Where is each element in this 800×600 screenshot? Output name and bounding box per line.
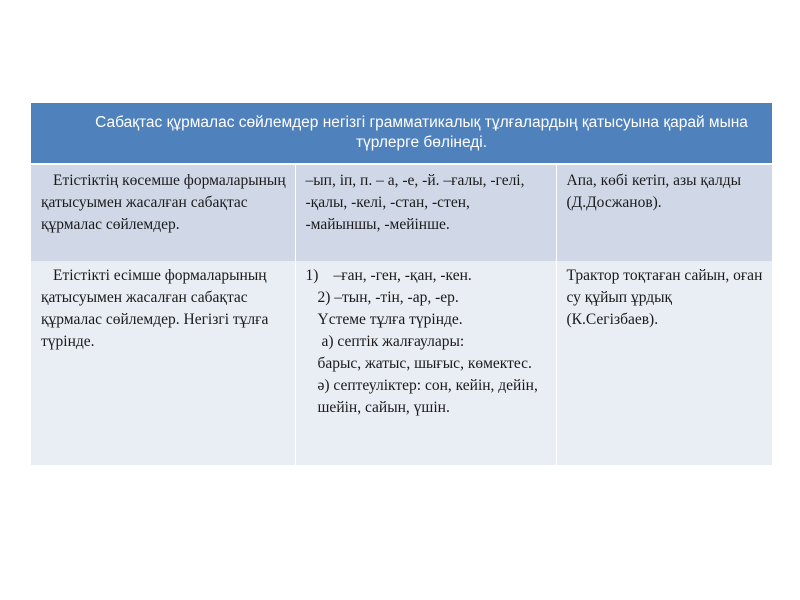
row2-forms-cell — [295, 261, 556, 465]
forms-item-2: 2) –тын, -тін, -ар, -ер. — [317, 289, 459, 306]
forms-line-3: Үстеме тұлға түрінде. — [317, 311, 463, 328]
grammar-table — [31, 103, 772, 465]
table-header-row — [31, 103, 772, 164]
row1-type-cell: Етістіктің көсемше формаларының қатысуымен жасалған сабақтас құрмалас сөйлемдер. — [31, 164, 295, 261]
forms-sub-a: а) септік жалғаулары: — [321, 333, 465, 350]
forms-item-1-number: 1) — [305, 267, 319, 284]
forms-sub-a-list: барыс, жатыс, шығыс, көмектес. ә) септеуліктер: сон, кейін, дейін, шейін, сайын, үшін. — [317, 355, 538, 416]
table-row — [31, 261, 772, 465]
forms-item-1 — [306, 265, 548, 287]
row1-example-cell: Апа, көбі кетіп, азы қалды (Д.Досжанов). — [556, 164, 772, 261]
row2-example-cell: Трактор тоқтаған сайын, оған су құйып ұрдық (К.Сегізбаев). — [556, 261, 772, 465]
row2-type-cell: Етістікті есімше формаларының қатысуымен жасалған сабақтас құрмалас сөйлемдер. Негізгі тұлға түрінде. — [31, 261, 295, 465]
table-header: Сабақтас құрмалас сөйлемдер негізгі грамматикалық тұлғалардың қатысуына қарай мына түрлерге бөлінеді. — [31, 103, 772, 164]
forms-item-1-text: –ған, -ген, -қан, -кен. — [333, 267, 472, 284]
table-row — [31, 164, 772, 261]
row1-forms-cell: –ып, іп, п. – а, -е, -й. –ғалы, -гелі, -қалы, -келі, -стан, -стен, -майыншы, -мейінше. — [295, 164, 556, 261]
